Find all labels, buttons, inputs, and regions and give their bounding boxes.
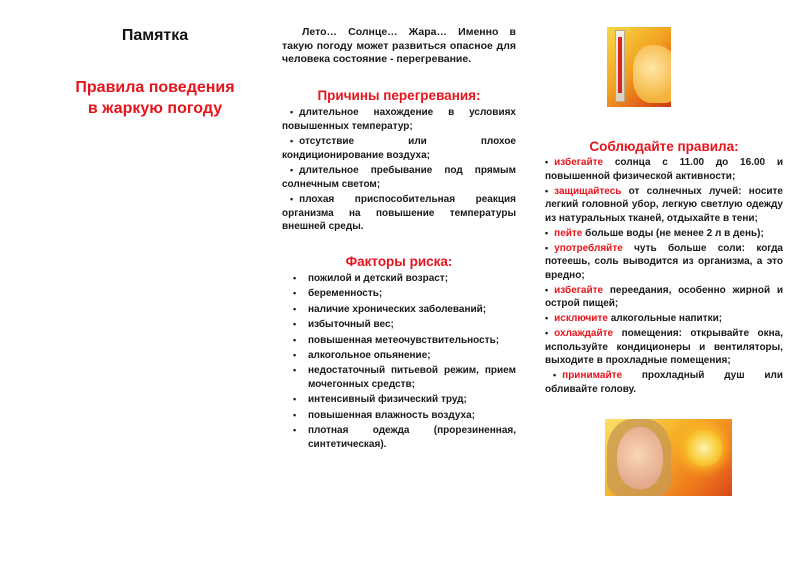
list-item: • пожилой и детский возраст;: [282, 272, 516, 286]
list-item: [545, 185, 783, 226]
rule-text: переедания, особенно жирной и острой пищей;: [545, 284, 783, 309]
list-item: [545, 156, 783, 183]
rule-text: алкогольные напитки;: [607, 313, 723, 324]
rule-keyword: употребляйте: [554, 242, 623, 254]
rule-text: прохладный душ или обливайте голову.: [545, 370, 783, 395]
rule-text: больше воды (не менее 2 л в день);: [582, 227, 764, 239]
intro-paragraph: Лето… Солнце… Жара… Именно в такую погоду может развиться опасное для человека состояние - перегревание.: [282, 26, 516, 65]
risks-title: Факторы риска:: [345, 254, 453, 269]
face-shape: [617, 427, 663, 489]
list-item: • алкогольное опьянение;: [282, 349, 516, 363]
hand-shape: [633, 45, 671, 103]
list-item: [545, 227, 783, 241]
list-item: • повышенная метеочувствительность;: [282, 334, 516, 348]
sun-icon: [685, 429, 723, 467]
list-item: [545, 284, 783, 311]
list-item: • длительное пребывание под прямым солнечным светом;: [282, 164, 516, 191]
rule-keyword: защищайтесь: [554, 185, 622, 197]
list-item: [545, 312, 783, 326]
list-item: • недостаточный питьевой режим, прием мочегонных средств;: [282, 364, 516, 391]
list-item: • наличие хронических заболеваний;: [282, 303, 516, 317]
list-item: • повышенная влажность воздуха;: [282, 409, 516, 423]
title-line-2: в жаркую погоду: [87, 100, 223, 117]
list-item: • интенсивный физический труд;: [282, 393, 516, 407]
rule-text: помещения: открывайте окна, используйте кондиционеры и вентиляторы, выходите в прохладные помещения;: [545, 328, 783, 366]
thermometer-icon: [615, 30, 625, 102]
list-item: • избыточный вес;: [282, 318, 516, 332]
rule-keyword: пейте: [554, 227, 583, 239]
list-item: • плохая приспособительная реакция организма на повышение температуры внешней среды.: [282, 193, 516, 234]
causes-title: Причины перегревания:: [317, 88, 481, 103]
list-item: [545, 369, 783, 396]
memo-label: Памятка: [121, 27, 189, 44]
list-item: • длительное нахождение в условиях повышенных температур;: [282, 106, 516, 133]
rule-keyword: исключите: [554, 313, 608, 324]
causes-list: [282, 106, 516, 236]
page-title: [40, 77, 270, 119]
list-item: • беременность;: [282, 287, 516, 301]
list-item: • плотная одежда (прорезиненная, синтетическая).: [282, 424, 516, 451]
rules-title: Соблюдайте правила:: [589, 139, 739, 154]
risks-list: [282, 272, 516, 453]
list-item: [545, 327, 783, 368]
rule-keyword: избегайте: [554, 157, 604, 168]
title-line-1: Правила поведения: [75, 79, 235, 96]
rule-keyword: охлаждайте: [554, 328, 614, 339]
thermometer-sun-photo: [607, 27, 671, 107]
rule-text: чуть больше соли: когда потеешь, соль выводится из организма, а это вредно;: [545, 242, 783, 281]
rule-text: от солнечных лучей: носите легкий головной убор, легкую светлую одежду из натуральных тканей, отдыхайте в тени;: [545, 185, 783, 224]
list-item: • отсутствие или плохое кондиционирование воздуха;: [282, 135, 516, 162]
woman-heat-headache-photo: [605, 419, 732, 496]
rule-keyword: избегайте: [554, 284, 604, 296]
rule-text: солнца с 11.00 до 16.00 и повышенной физической активности;: [545, 157, 783, 182]
rule-keyword: принимайте: [562, 370, 623, 381]
list-item: [545, 242, 783, 283]
rules-list: [545, 156, 783, 398]
